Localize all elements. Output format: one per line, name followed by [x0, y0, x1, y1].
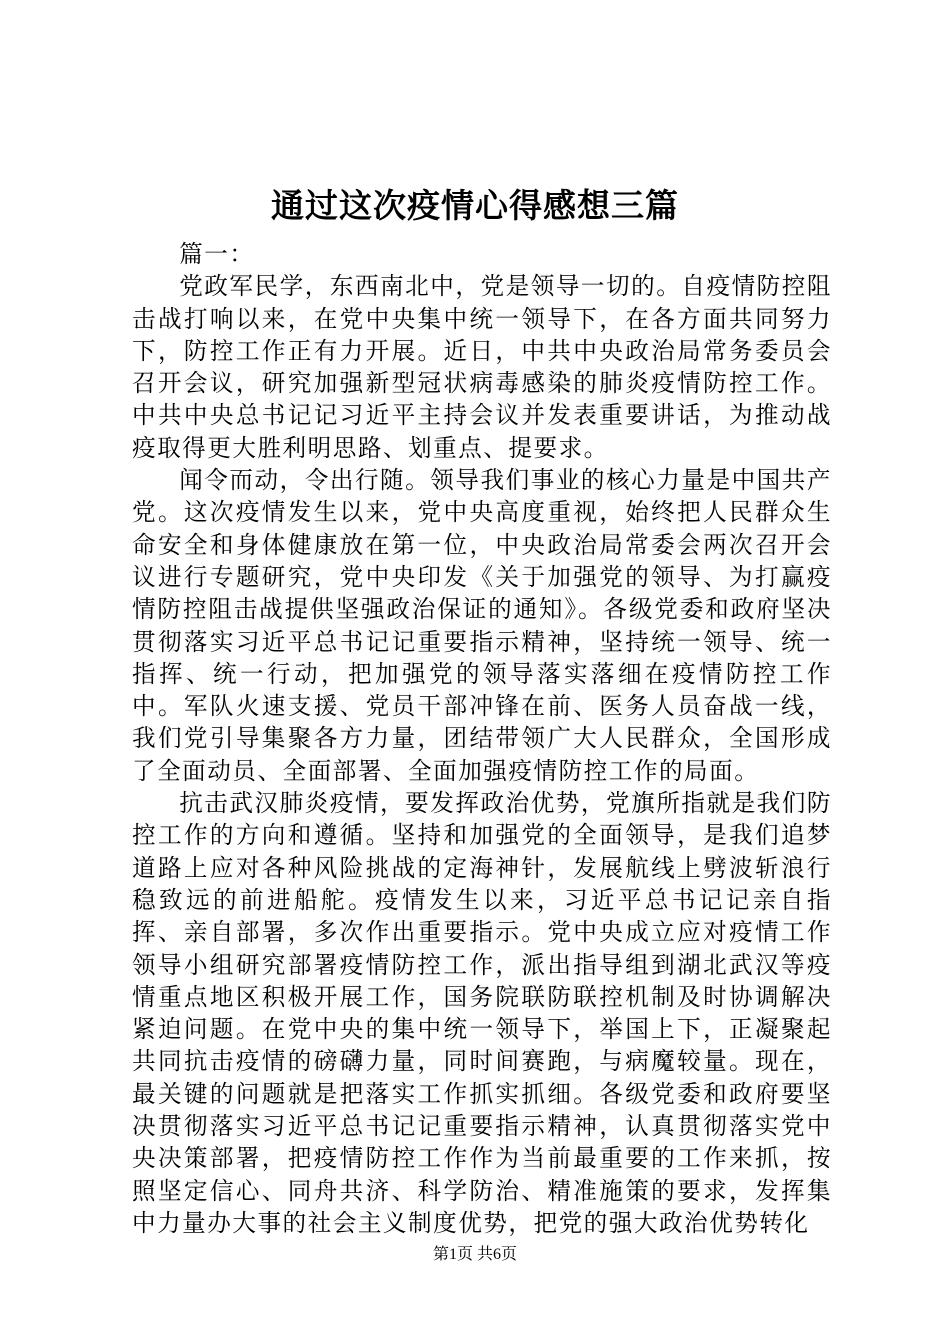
paragraph-1: 党政军民学，东西南北中，党是领导一切的。自疫情防控阻击战打响以来，在党中央集中统一领导下，在各方面共同努力下，防控工作正有力开展。近日，中共中央政治局常务委员会召开会议，研究加强新型冠状病毒感染的肺炎疫情防控工作。中共中央总书记记习近平主持会议并发表重要讲话，为推动战疫取得更大胜利明思路、划重点、提要求。 — [132, 272, 832, 462]
document-title: 通过这次疫情心得感想三篇 — [271, 186, 679, 225]
document-body — [132, 238, 832, 1239]
paragraph-3: 抗击武汉肺炎疫情，要发挥政治优势，党旗所指就是我们防控工作的方向和遵循。坚持和加强党的全面领导，是我们追梦道路上应对各种风险挑战的定海神针，发展航线上劈波斩浪行稳致远的前进船舵。疫情发生以来，习近平总书记记亲自指挥、亲自部署，多次作出重要指示。党中央成立应对疫情工作领导小组研究部署疫情防控工作，派出指导组到湖北武汉等疫情重点地区积极开展工作，国务院联防联控机制及时协调解决紧迫问题。在党中央的集中统一领导下，举国上下，正凝聚起共同抗击疫情的磅礴力量，同时间赛跑，与病魔较量。现在，最关键的问题就是把落实工作抓实抓细。各级党委和政府要坚决贯彻落实习近平总书记记重要指示精神，认真贯彻落实党中央决策部署，把疫情防控工作作为当前最重要的工作来抓，按照坚定信心、同舟共济、科学防治、精准施策的要求，发挥集中力量办大事的社会主义制度优势，把党的强大政治优势转化 — [132, 789, 832, 1237]
paragraph-2: 闻令而动，令出行随。领导我们事业的核心力量是中国共产党。这次疫情发生以来，党中央高度重视，始终把人民群众生命安全和身体健康放在第一位，中央政治局常委会两次召开会议进行专题研究，党中央印发《关于加强党的领导、为打赢疫情防控阻击战提供坚强政治保证的通知》。各级党委和政府坚决贯彻落实习近平总书记记重要指示精神，坚持统一领导、统一指挥、统一行动，把加强党的领导落实落细在疫情防控工作中。军队火速支援、党员干部冲锋在前、医务人员奋战一线，我们党引导集聚各方力量，团结带领广大人民群众，全国形成了全面动员、全面部署、全面加强疫情防控工作的局面。 — [132, 466, 832, 785]
page-footer: 第1页 共6页 — [432, 1246, 517, 1263]
section-heading: 篇一： — [179, 240, 255, 268]
